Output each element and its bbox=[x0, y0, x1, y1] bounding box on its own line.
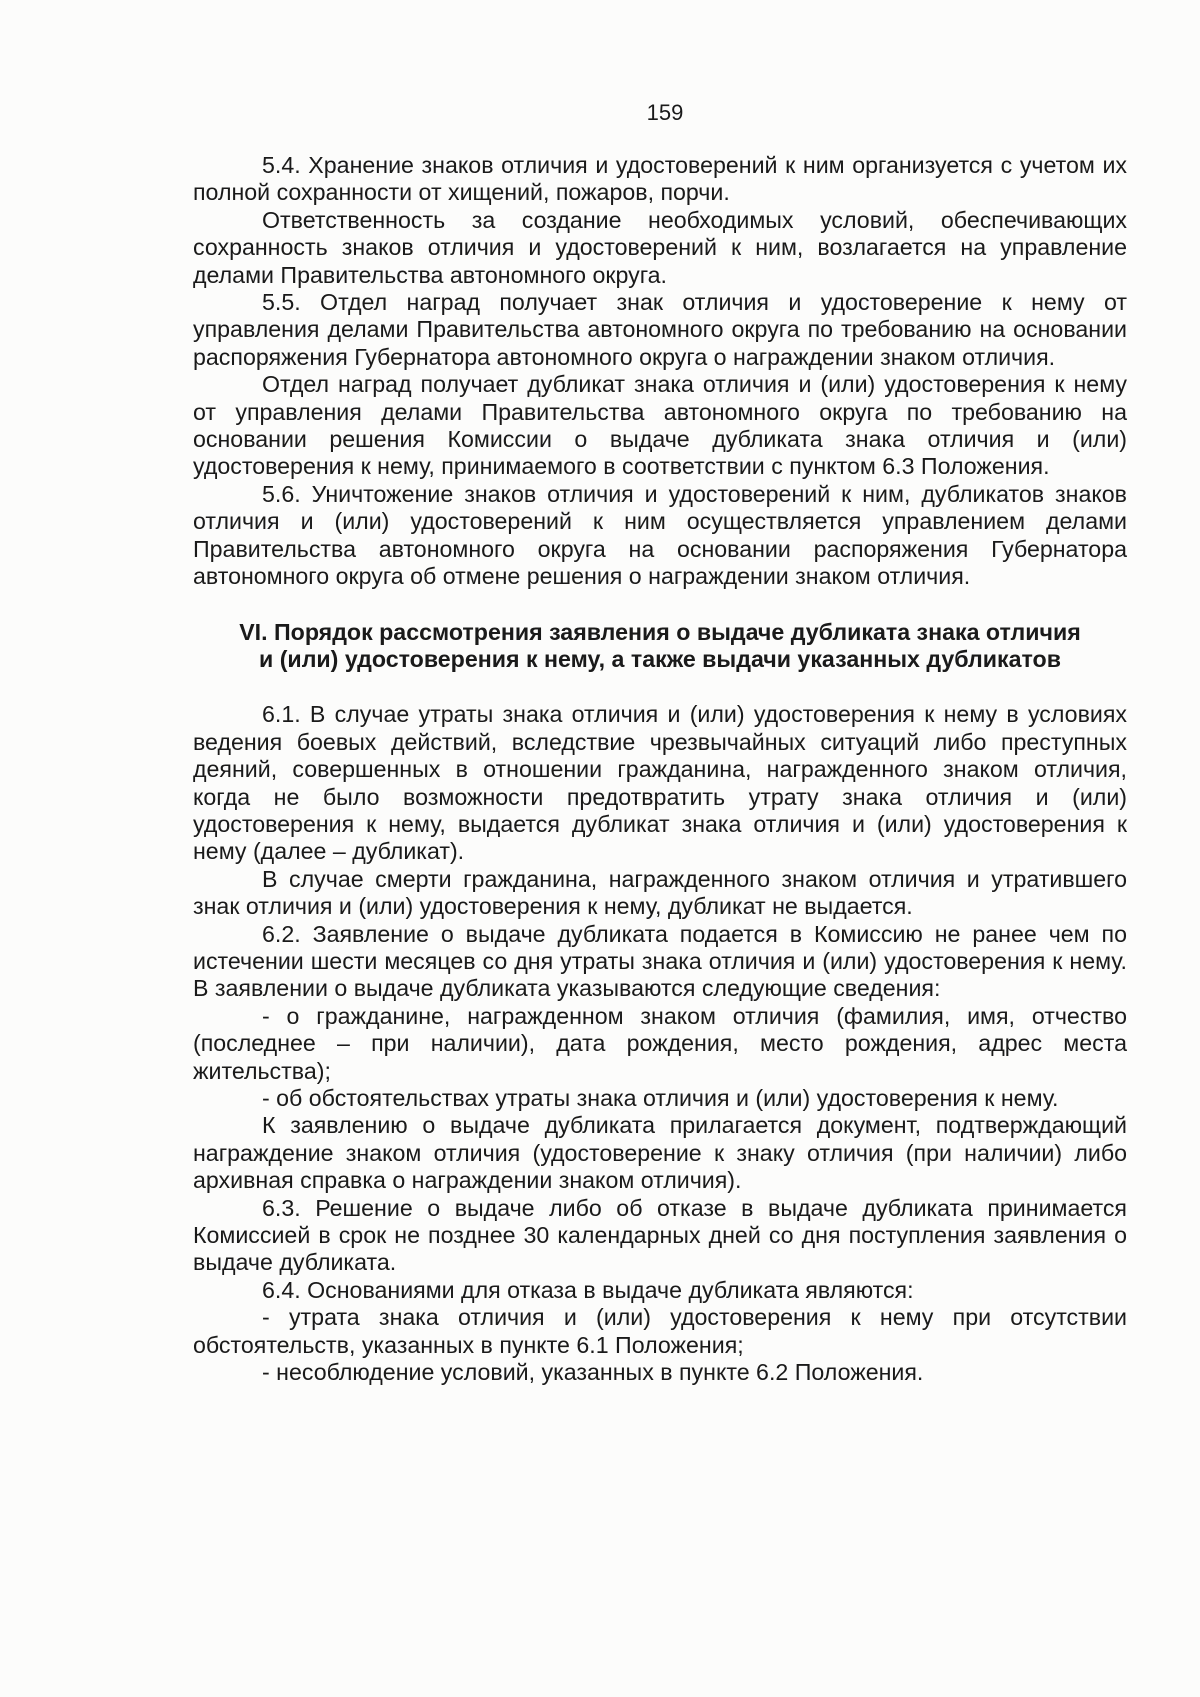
list-item-refusal-reason-2: - несоблюдение условий, указанных в пункте 6.2 Положения. bbox=[262, 1359, 924, 1386]
paragraph-6-2-attachment: К заявлению о выдаче дубликата прилагается документ, подтверждающий награждение знаком отличия (удостоверение к знаку отличия (при наличии) либо архивная справка о награждении знаком отличия). bbox=[193, 1112, 1127, 1194]
paragraph-6-1: 6.1. В случае утраты знака отличия и (или) удостоверения к нему в условиях ведения боевых действий, вследствие чрезвычайных ситуаций либо преступных деяний, совершенных в отношении гражданина, награжденного знаком отличия, когда не было возможности предотвратить утрату знака отличия и (или) удостоверения к нему, выдается дубликат знака отличия и (или) удостоверения к нему (далее – дубликат). bbox=[193, 701, 1127, 865]
list-item-loss-circumstances: - об обстоятельствах утраты знака отличия и (или) удостоверения к нему. bbox=[262, 1085, 1059, 1111]
paragraph-5-4-responsibility: Ответственность за создание необходимых условий, обеспечивающих сохранность знаков отличия и удостоверений к ним, возлагается на управление делами Правительства автономного округа. bbox=[193, 206, 1127, 288]
paragraph-5-5-duplicate: Отдел наград получает дубликат знака отличия и (или) удостоверения к нему от управления делами Правительства автономного округа по требованию на основании решения Комиссии о выдаче дубликата знака отличия и (или) удостоверения к нему, принимаемого в соответствии с пунктом 6.3 Положения. bbox=[193, 371, 1127, 480]
paragraph-6-3: 6.3. Решение о выдаче либо об отказе в выдаче дубликата принимается Комиссией в срок не позднее 30 календарных дней со дня поступления заявления о выдаче дубликата. bbox=[193, 1194, 1127, 1276]
paragraph-6-2: 6.2. Заявление о выдаче дубликата подается в Комиссию не ранее чем по истечении шести месяцев со дня утраты знака отличия и (или) удостоверения к нему. В заявлении о выдаче дубликата указываются следующие сведения: bbox=[193, 920, 1127, 1002]
paragraph-6-1-death: В случае смерти гражданина, награжденного знаком отличия и утратившего знак отличия и (или) удостоверения к нему, дубликат не выдается. bbox=[193, 865, 1127, 920]
page-number: 159 bbox=[646, 100, 684, 125]
paragraph-5-4: 5.4. Хранение знаков отличия и удостоверений к ним организуется с учетом их полной сохранности от хищений, пожаров, порчи. bbox=[193, 152, 1127, 206]
paragraph-5-6: 5.6. Уничтожение знаков отличия и удостоверений к ним, дубликатов знаков отличия и (или) удостоверений к ним осуществляется управлением делами Правительства автономного округа на основании распоряжения Губернатора автономного округа об отмене решения о награждении знаком отличия. bbox=[193, 480, 1127, 590]
section-6-heading-line-2: и (или) удостоверения к нему, а также выдачи указанных дубликатов bbox=[259, 645, 1061, 672]
paragraph-5-5: 5.5. Отдел наград получает знак отличия и удостоверение к нему от управления делами Правительства автономного округа по требованию на основании распоряжения Губернатора автономного округа о награждении знаком отличия. bbox=[193, 289, 1127, 370]
section-6-heading-line-1: VI. Порядок рассмотрения заявления о выдаче дубликата знака отличия bbox=[239, 618, 1081, 645]
paragraph-6-4: 6.4. Основаниями для отказа в выдаче дубликата являются: bbox=[262, 1276, 914, 1303]
list-item-citizen-info: - о гражданине, награжденном знаком отличия (фамилия, имя, отчество (последнее – при наличии), дата рождения, место рождения, адрес места жительства); bbox=[193, 1002, 1127, 1084]
section-6-heading bbox=[193, 619, 1127, 674]
list-item-refusal-reason-1: - утрата знака отличия и (или) удостоверения к нему при отсутствии обстоятельств, указанных в пункте 6.1 Положения; bbox=[193, 1304, 1127, 1358]
